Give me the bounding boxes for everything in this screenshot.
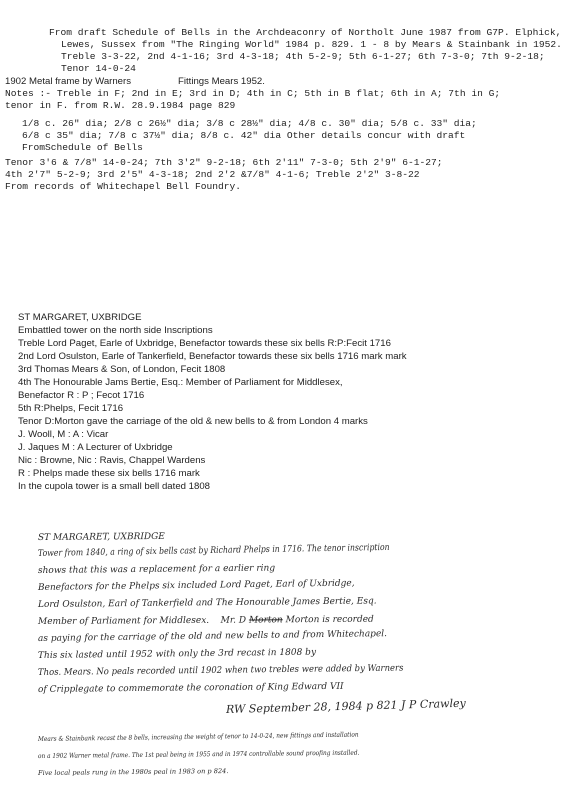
handwritten-signature: RW September 28, 1984 p 821 J P Crawley xyxy=(225,696,466,716)
handwritten-line: Thos. Mears. No peals recorded until 1902 when two trebles were added by Warners xyxy=(37,663,404,678)
church-title: ST MARGARET, UXBRIDGE xyxy=(18,312,142,323)
handwritten-line: Tower from 1840, a ring of six bells cast by Richard Phelps in 1716. The tenor inscription xyxy=(37,542,390,559)
diameter-line: 6/8 c 35" dia; 7/8 c 37½" dia; 8/8 c. 42" dia Other details concur with draft xyxy=(22,130,466,141)
handwritten-title: ST MARGARET, UXBRIDGE xyxy=(37,531,165,543)
bell-size-line: From records of Whitechapel Bell Foundry. xyxy=(5,181,242,192)
handwritten-line: Lord Osulston, Earl of Tankerfield and The Honourable James Bertie, Esq. xyxy=(37,596,377,610)
handwritten-small-line: on a 1902 Warner metal frame. The 1st peal being in 1955 and in 1974 controllable sound proofing installed. xyxy=(37,748,360,760)
draft-schedule-line: Treble 3-3-22, 2nd 4-1-16; 3rd 4-3-18; 4th 5-2-9; 5th 6-1-27; 6th 7-3-0; 7th 9-2-18; xyxy=(61,51,545,62)
handwritten-morton-line xyxy=(38,615,374,628)
draft-schedule-line: Lewes, Sussex from "The Ringing World" 1984 p. 829. 1 - 8 by Mears & Stainbank in 1952. xyxy=(61,39,562,50)
handwritten-line: Benefactors for the Phelps six included Lord Paget, Earl of Uxbridge, xyxy=(37,578,355,593)
handwritten-text: Member of Parliament for Middlesex. xyxy=(37,615,210,627)
inscription-line: Benefactor R : P ; Fecot 1716 xyxy=(18,390,145,401)
inscription-line: 4th The Honourable Jams Bertie, Esq.: Member of Parliament for Middlesex, xyxy=(18,377,343,388)
draft-schedule-line: Tenor 14-0-24 xyxy=(61,63,136,74)
handwritten-line: of Cripplegate to commemorate the coronation of King Edward VII xyxy=(37,681,344,695)
diameter-line: 1/8 c. 26" dia; 2/8 c 26½" dia; 3/8 c 28½" dia; 4/8 c. 30" dia; 5/8 c. 33" dia; xyxy=(22,118,477,129)
inscription-line: J. Jaques M : A Lecturer of Uxbridge xyxy=(18,442,173,453)
notes-line: Notes :- Treble in F; 2nd in E; 3rd in D; 4th in C; 5th in B flat; 6th in A; 7th in G; xyxy=(5,88,501,99)
handwritten-text: Morton is recorded xyxy=(285,614,374,626)
diameter-line: FromSchedule of Bells xyxy=(22,142,143,153)
inscription-line: 3rd Thomas Mears & Son, of London, Fecit 1808 xyxy=(18,364,226,375)
inscription-line: J. Wooll, M : A : Vicar xyxy=(18,429,109,440)
inscription-line: 5th R:Phelps, Fecit 1716 xyxy=(18,403,124,414)
handwritten-text: Mr. D xyxy=(220,615,247,626)
inscription-line: Nic : Browne, Nic : Ravis, Chappel Wardens xyxy=(18,455,206,466)
handwritten-small-line: Mears & Stainbank recast the 8 bells, increasing the weight of tenor to 14-0-24, new fittings and installation xyxy=(37,730,359,743)
inscription-line: R : Phelps made these six bells 1716 mark xyxy=(18,468,200,479)
handwritten-small-line: Five local peals rung in the 1980s peal in 1983 on p 824. xyxy=(37,767,229,777)
bell-size-line: Tenor 3'6 & 7/8" 14-0-24; 7th 3'2" 9-2-18; 6th 2'11" 7-3-0; 5th 2'9" 6-1-27; xyxy=(5,157,443,168)
handwritten-line: shows that this was a replacement for a earlier ring xyxy=(37,563,276,576)
bell-size-line: 4th 2'7" 5-2-9; 3rd 2'5" 4-3-18; 2nd 2'2 &7/8" 4-1-6; Treble 2'2" 3-8-22 xyxy=(5,169,420,180)
inscription-line: Treble Lord Paget, Earle of Uxbridge, Benefactor towards these six bells R:P:Fecit 1716 xyxy=(18,338,391,349)
draft-schedule-line: From draft Schedule of Bells in the Archdeaconry of Northolt June 1987 from G7P. Elphick, xyxy=(49,27,562,38)
fittings-note: Fittings Mears 1952. xyxy=(178,76,265,87)
inscription-line: 2nd Lord Osulston, Earle of Tankerfield, Benefactor towards these six bells 1716 mark mark xyxy=(18,351,407,362)
inscription-line: Embattled tower on the north side Inscriptions xyxy=(18,325,213,336)
handwritten-line: This six lasted until 1952 with only the 3rd recast in 1808 by xyxy=(37,647,317,661)
struck-out-word: Morton xyxy=(248,615,283,626)
handwritten-line: as paying for the carriage of the old and new bells to and from Whitechapel. xyxy=(37,629,388,644)
frame-note: 1902 Metal frame by Warners xyxy=(5,76,132,87)
notes-line: tenor in F. from R.W. 28.9.1984 page 829 xyxy=(5,100,236,111)
inscription-line: Tenor D:Morton gave the carriage of the old & new bells to & from London 4 marks xyxy=(18,416,368,427)
inscription-line: In the cupola tower is a small bell dated 1808 xyxy=(18,481,210,492)
